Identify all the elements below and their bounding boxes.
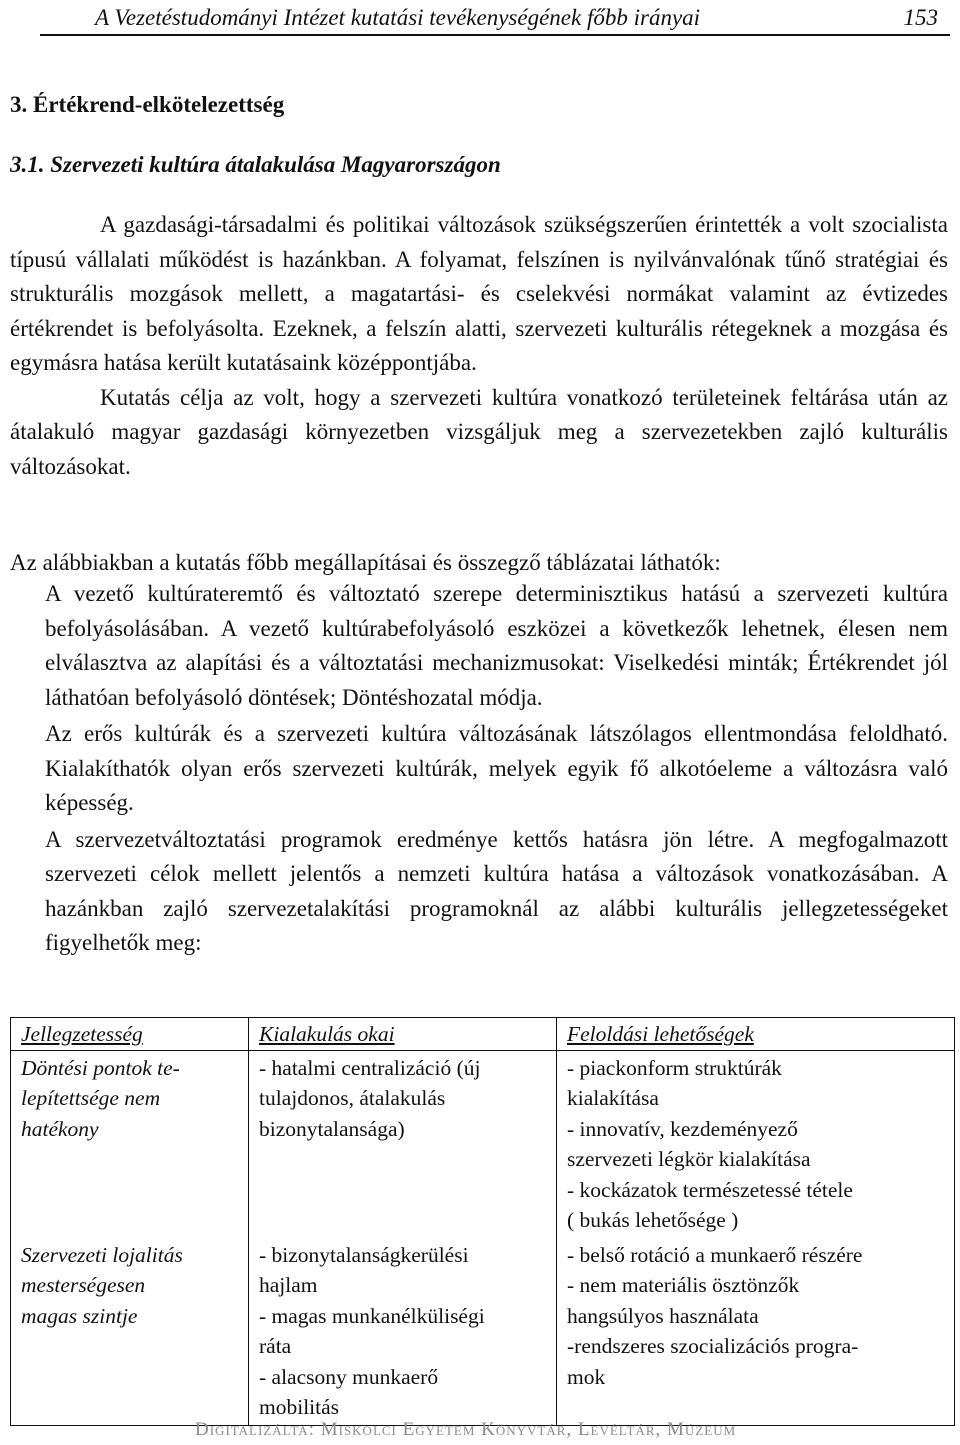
cell-line: Szervezeti lojalitás: [21, 1242, 183, 1267]
table-header-cell: Feloldási lehetőségek: [557, 1018, 955, 1051]
cell-line: bizonytalansága): [259, 1116, 405, 1141]
table-cell-causes: [249, 1050, 557, 1238]
cell-line: - nem materiális ösztönzők: [567, 1273, 800, 1297]
cell-line: - innovatív, kezdeményező: [567, 1116, 798, 1141]
cell-line: szervezeti légkör kialakítása: [567, 1147, 811, 1171]
table-header-row: [11, 1018, 955, 1051]
cell-line: - bizonytalanságkerülési: [259, 1242, 469, 1267]
intro-paragraph: A gazdasági-társadalmi és politikai változások szükségszerűen érintették a volt szocialista típusú vállalati működést is hazánkban. A folyamat, felszínen is nyilvánvalónak tűnő stratégiai és strukturális mozgások mellett, a magatartási- és cselekvési normákat valamint az évtizedes értékrendet is befolyásolta. Ezeknek, a felszín alatti, szervezeti kulturális rétegeknek a mozgása és egymásra hatása került kutatásaink középpontjába.: [10, 212, 948, 375]
findings-list: [45, 577, 948, 963]
table-cell-causes: [249, 1238, 557, 1426]
cell-line: - magas munkanélküliségi: [259, 1303, 485, 1328]
table-row: [11, 1050, 955, 1238]
cell-line: - belső rotáció a munkaerő részére: [567, 1242, 863, 1267]
cell-line: -rendszeres szocializációs progra-: [567, 1334, 859, 1358]
table-cell-solutions: [557, 1050, 955, 1238]
finding-paragraph: Az erős kultúrák és a szervezeti kultúra változásának látszólagos ellentmondása feloldható. Kialakíthatók olyan erős szervezeti kultúrák, melyek egyik fő alkotóeleme a változásra való képesség.: [45, 721, 948, 815]
cell-line: magas szintje: [21, 1303, 138, 1328]
digitization-watermark: Digitalizálta: Miskolci Egyetem Könyvtár, Levéltár, Múzeum: [195, 1419, 737, 1440]
finding-paragraph: A vezető kultúrateremtő és változtató szerepe determinisztikus hatású a szervezeti kultúra befolyásolásában. A vezető kultúrabefolyásoló eszközei a következők lehetnek, élesen nem elválasztva az alapítási és a változtatási mechanizmusokat: Viselkedési minták; Értékrendet jól láthatóan befolyásoló döntések; Döntéshozatal módja.: [45, 581, 948, 710]
intro-paragraph: Kutatás célja az volt, hogy a szervezeti kultúra vonatkozó területeinek feltárása után az átalakuló magyar gazdasági környezetben vizsgáljuk meg a szervezetekben zajló kulturális változásokat.: [10, 384, 948, 479]
cell-line: hangsúlyos használata: [567, 1303, 759, 1328]
cell-line: mok: [567, 1364, 606, 1389]
subsection-heading: 3.1. Szervezeti kultúra átalakulása Magyarországon: [10, 152, 501, 177]
table-cell-characteristic: [11, 1050, 249, 1238]
running-header-title: A Vezetéstudományi Intézet kutatási tevékenységének főbb irányai: [95, 5, 701, 30]
cell-line: ráta: [259, 1334, 292, 1358]
characteristics-table: [10, 1017, 955, 1426]
cell-line: lepítettsége nem: [21, 1086, 161, 1110]
cell-line: kialakítása: [567, 1086, 659, 1110]
table-cell-solutions: [557, 1238, 955, 1426]
section-heading: 3. Értékrend-elkötelezettség: [10, 92, 285, 117]
cell-line: tulajdonos, átalakulás: [259, 1086, 446, 1110]
cell-line: - alacsony munkaerő: [259, 1364, 439, 1389]
table-header-cell: Kialakulás okai: [249, 1018, 557, 1051]
findings-lead-text: [10, 546, 948, 581]
table-header-cell: Jellegzetesség: [11, 1018, 249, 1051]
finding-paragraph: A szervezetváltoztatási programok eredménye kettős hatásra jön létre. A megfogalmazott szervezeti célok mellett jelentős a nemzeti kultúra hatása a változások vonatkozásában. A hazánkban zajló szervezetalakítási programoknál az alábbi kulturális jellegzetességeket figyelhetők meg:: [45, 826, 948, 955]
cell-line: ( bukás lehetősége ): [567, 1208, 739, 1232]
running-header: [40, 2, 950, 36]
cell-line: - kockázatok természetessé tétele: [567, 1177, 853, 1202]
cell-line: mobilitás: [259, 1395, 340, 1419]
page-number: 153: [903, 5, 938, 30]
cell-line: Döntési pontok te-: [21, 1055, 180, 1080]
findings-lead-paragraph: Az alábbiakban a kutatás főbb megállapításai és összegző táblázatai láthatók:: [10, 550, 721, 575]
table-cell-characteristic: [11, 1238, 249, 1426]
cell-line: - piackonform struktúrák: [567, 1055, 782, 1080]
table-row: [11, 1238, 955, 1426]
cell-line: mesterségesen: [21, 1273, 146, 1297]
cell-line: hatékony: [21, 1116, 99, 1141]
intro-text: [10, 208, 948, 484]
cell-line: - hatalmi centralizáció (új: [259, 1055, 481, 1080]
cell-line: hajlam: [259, 1273, 318, 1297]
